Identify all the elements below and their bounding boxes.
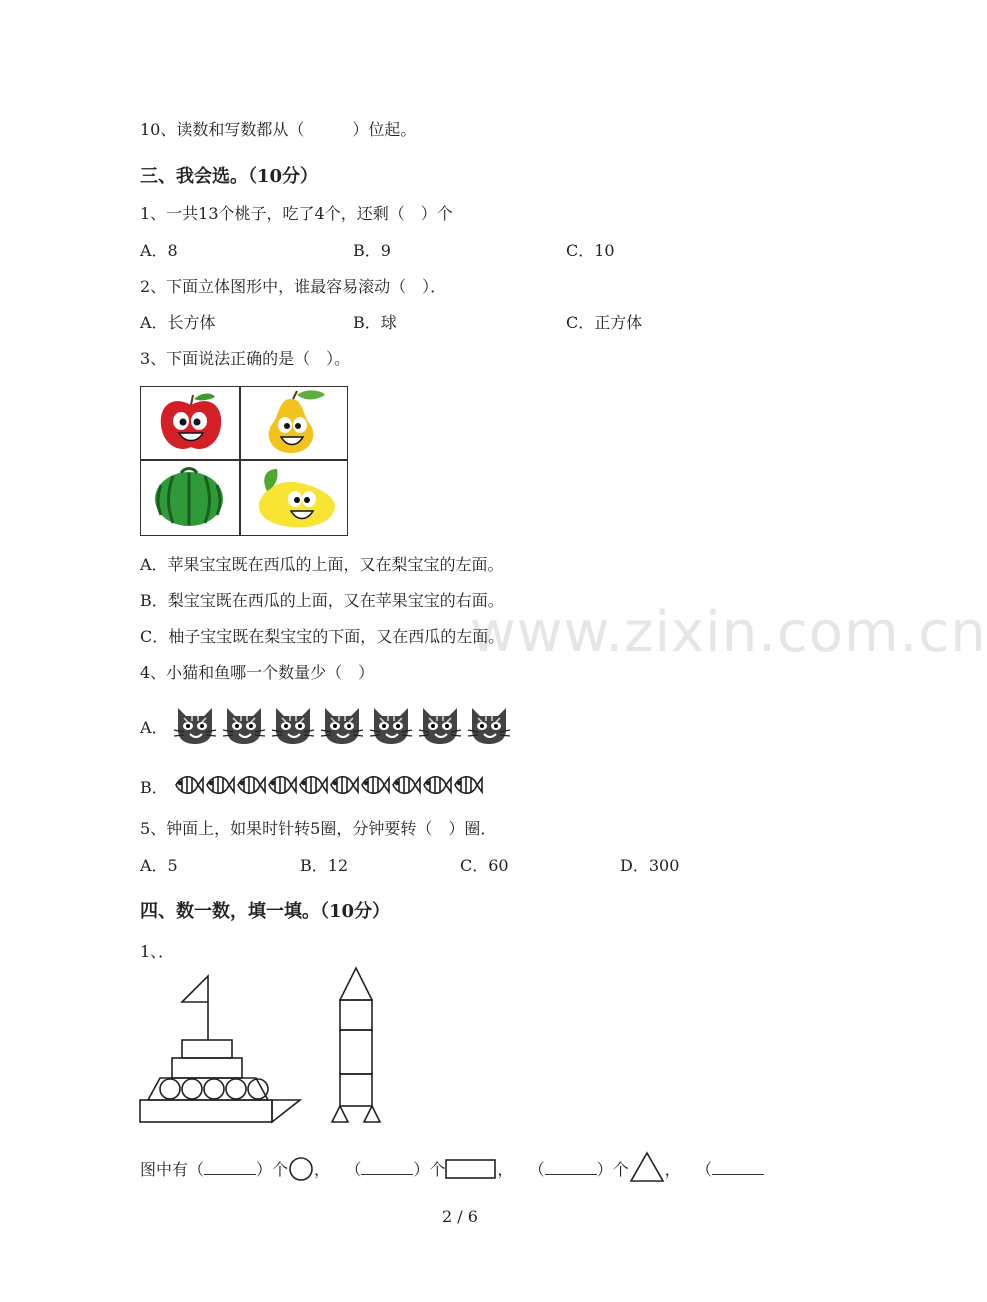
fish-icon (203, 770, 235, 804)
rectangle-icon (445, 1158, 497, 1180)
fill-prefix: 图中有（ (140, 1160, 205, 1179)
fish-icon (327, 770, 359, 804)
fish-icon (420, 770, 452, 804)
cat-icon (466, 702, 512, 752)
fill-open-4: （ (695, 1160, 712, 1179)
triangle-icon (629, 1151, 665, 1183)
fill-close-2: ）个 (413, 1160, 446, 1179)
s3-q2-option-c: C．正方体 (566, 313, 643, 332)
page-number: 2 / 6 (442, 1207, 478, 1226)
fill-close-1: ）个 (256, 1160, 289, 1179)
s3-q3-option-c: C．柚子宝宝既在梨宝宝的下面，又在西瓜的左面。 (140, 627, 505, 646)
fill-comma-1: ， (314, 1160, 331, 1179)
fish-icon (358, 770, 390, 804)
lemon-image (251, 465, 341, 531)
s3-q1-text: 1、一共13个桃子，吃了4个，还剩（ ）个 (140, 204, 453, 223)
fish-icon (296, 770, 328, 804)
fish-icon (265, 770, 297, 804)
s3-q5-option-c: C．60 (460, 856, 509, 875)
s4-q1-number: 1、． (140, 942, 175, 961)
s4-q1-fill-line (140, 1151, 764, 1183)
s3-q4-text: 4、小猫和鱼哪一个数量少（ ） (140, 663, 375, 682)
boat-figure (138, 970, 304, 1128)
s3-q2-option-a: A．长方体 (140, 313, 216, 332)
fish-icon (234, 770, 266, 804)
fill-close-3: ）个 (596, 1160, 629, 1179)
fish-icon (172, 770, 204, 804)
fill-comma-2: ， (497, 1160, 514, 1179)
triangle-count-blank[interactable] (545, 1160, 597, 1175)
s3-q5-option-b: B．12 (300, 856, 349, 875)
s3-q1-option-c: C．10 (566, 241, 615, 260)
question-10: 10、读数和写数都从（ ）位起。 (140, 120, 417, 139)
s3-q3-option-b: B．梨宝宝既在西瓜的上面，又在苹果宝宝的右面。 (140, 591, 504, 610)
circle-icon (288, 1156, 314, 1182)
s3-q2-option-b: B．球 (353, 313, 397, 332)
fill-open-3: （ (528, 1160, 545, 1179)
cat-icon (368, 702, 414, 752)
cat-icon (172, 702, 218, 752)
fill-open-2: （ (345, 1160, 362, 1179)
fruit-grid (140, 386, 348, 536)
pear-image (253, 389, 333, 457)
s3-q5-option-d: D．300 (620, 856, 680, 875)
cat-icon (221, 702, 267, 752)
rocket-figure (328, 964, 384, 1126)
s3-q5-option-a: A．5 (140, 856, 178, 875)
cat-icon (319, 702, 365, 752)
more-count-blank[interactable] (712, 1160, 764, 1175)
s3-q3-option-a: A．苹果宝宝既在西瓜的上面，又在梨宝宝的左面。 (140, 555, 504, 574)
s3-q4-option-b: B． (140, 778, 168, 797)
s3-q1-option-b: B．9 (353, 241, 391, 260)
rectangle-count-blank[interactable] (361, 1160, 413, 1175)
s3-q5-text: 5、钟面上，如果时针转5圈，分钟要转（ ）圈． (140, 819, 497, 838)
s3-q1-option-a: A．8 (140, 241, 178, 260)
cat-icon (270, 702, 316, 752)
watermark: www.zixin.com.cn (470, 600, 987, 665)
section-3-title: 三、我会选。（10分） (140, 166, 319, 187)
cat-icon (417, 702, 463, 752)
section-4-title: 四、数一数，填一填。（10分） (140, 901, 391, 922)
s3-q2-text: 2、下面立体图形中，谁最容易滚动（ ）． (140, 277, 447, 296)
s3-q3-text: 3、下面说法正确的是（ ）。 (140, 349, 351, 368)
fish-icon (451, 770, 483, 804)
apple-image (153, 391, 229, 455)
watermelon-image (151, 467, 227, 527)
s3-q4-option-a: A． (140, 718, 168, 737)
fill-comma-3: ， (664, 1160, 681, 1179)
fish-icon (389, 770, 421, 804)
circle-count-blank[interactable] (204, 1160, 256, 1175)
